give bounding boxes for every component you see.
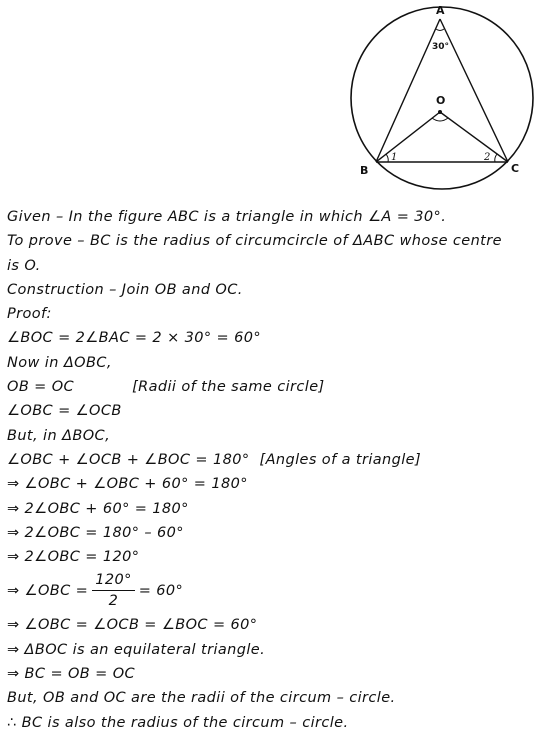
equal-angles-statement: ∠OBC = ∠OCB [7, 403, 122, 420]
step-3: ⇒ 2∠OBC = 180° – 60° [7, 524, 184, 541]
equal-radii-reason: [Radii of the same circle] [132, 379, 325, 396]
angle-sum-reason: [Angles of a triangle] [259, 451, 422, 468]
centre-point [438, 110, 442, 114]
but-in-triangle: But, in ΔBOC, [7, 427, 111, 444]
circle-triangle-figure [348, 0, 544, 196]
proof-heading: Proof: [7, 306, 52, 323]
to-prove-continuation: is O. [7, 257, 41, 274]
fraction [92, 571, 135, 611]
construction-statement: Construction – Join OB and OC. [7, 281, 243, 298]
fraction-denominator: 2 [108, 593, 119, 610]
side-ac [440, 19, 508, 162]
step-5-lhs: ⇒ ∠OBC = [7, 583, 89, 600]
step-angle-boc: ∠BOC = 2∠BAC = 2 × 30° = 60° [7, 330, 261, 347]
label-c: C [511, 162, 520, 175]
fraction-numerator: 120° [92, 571, 135, 591]
step-2: ⇒ 2∠OBC + 60° = 180° [7, 500, 189, 517]
label-b: B [360, 164, 369, 177]
conclusion: ∴ BC is also the radius of the circum – circle. [7, 714, 349, 731]
equal-radii-statement: OB = OC [7, 379, 75, 396]
radii-statement: But, OB and OC are the radii of the circum – circle. [7, 690, 396, 707]
equal-radii-line [7, 375, 537, 399]
label-angle-2: 2 [484, 152, 491, 163]
proof-text [7, 205, 537, 735]
label-o: O [436, 94, 446, 107]
label-a: A [436, 4, 445, 17]
step-8: ⇒ BC = OB = OC [7, 666, 136, 683]
label-angle-1: 1 [391, 152, 398, 163]
to-prove-statement: To prove – BC is the radius of circumcircle of ΔABC whose centre [7, 233, 502, 250]
step-5 [7, 569, 537, 613]
angle-1-arc [386, 154, 388, 162]
segment-oc [440, 112, 508, 162]
given-statement: Given – In the figure ABC is a triangle in which ∠A = 30°. [7, 209, 447, 225]
segment-ob [376, 112, 440, 162]
angle-sum-statement: ∠OBC + ∠OCB + ∠BOC = 180° [7, 451, 250, 468]
label-angle-a: 30° [432, 42, 450, 52]
step-1: ⇒ ∠OBC + ∠OBC + 60° = 180° [7, 476, 248, 493]
step-5-rhs: = 60° [138, 583, 184, 600]
angle-a-arc [436, 29, 444, 31]
angle-o-arc [432, 118, 448, 121]
now-in-triangle: Now in ΔOBC, [7, 354, 112, 371]
angle-sum-line [7, 448, 537, 472]
step-6: ⇒ ∠OBC = ∠OCB = ∠BOC = 60° [7, 617, 258, 634]
angle-2-arc [495, 154, 497, 162]
side-ab [376, 19, 440, 162]
step-7: ⇒ ΔBOC is an equilateral triangle. [7, 641, 266, 658]
step-4: ⇒ 2∠OBC = 120° [7, 549, 140, 566]
